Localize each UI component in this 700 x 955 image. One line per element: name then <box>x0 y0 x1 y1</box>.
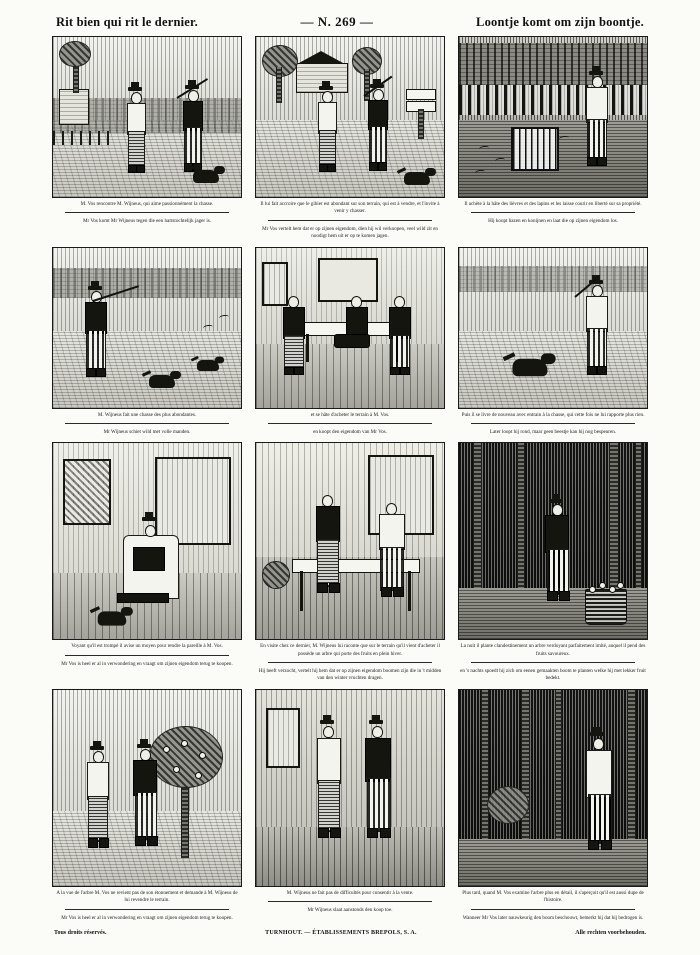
panel-3-illustration <box>458 36 648 198</box>
panel-7-caption-french: Voyant qu'il est trompé il avise un moyen pour rendre la pareille à M. Vos. <box>71 643 223 650</box>
panel-12-divider <box>471 909 634 910</box>
footer-rights-dutch: Alle rechten voorbehouden. <box>575 929 646 936</box>
panel-row-1 <box>52 36 648 241</box>
panel-10-divider <box>65 909 228 910</box>
panel-5-divider <box>268 423 431 424</box>
page-footer <box>0 928 700 936</box>
panel-4 <box>52 247 242 437</box>
panel-8-caption-dutch: Hij heeft verzocht, vertelt hij hem dat er op zijnen eigendom boomen zijn die in 't midden van den winter vruchten dragen. <box>258 668 442 682</box>
panel-6 <box>458 247 648 437</box>
panel-4-illustration <box>52 247 242 409</box>
panel-7-illustration <box>52 442 242 640</box>
panel-11-caption-dutch: Mr Wijneus slaat aanstonds den koop toe. <box>307 907 393 914</box>
panel-8 <box>255 442 445 683</box>
panel-9 <box>458 442 648 683</box>
panel-3-caption-dutch: Hij koopt hazen en konijnen en laat die op zijnen eigendom los. <box>488 218 618 225</box>
panel-2-illustration <box>255 36 445 198</box>
panel-row-3 <box>52 442 648 683</box>
panel-6-caption-dutch: Later loopt hij rond, maar geen beestje kan hij nog bespeuren. <box>489 428 617 435</box>
panel-grid <box>0 36 700 922</box>
panel-12-caption-french: Plus tard, quand M. Vos examine l'arbre plus en détail, il s'aperçoit qu'il est aussi dupe de l'histoire. <box>462 889 644 904</box>
panel-7-caption-dutch: Mr Vos is heel er al in verwondering en vraagt om zijnen eigendom terug te koopen. <box>61 660 233 667</box>
panel-3-divider <box>471 212 634 213</box>
panel-8-caption-french: En visite chez ce dernier, M. Wijneus lui raconte que sur le terrain qu'il vient d'acheter il possède un arbre qui porte des fruits en plein hiver. <box>260 643 440 657</box>
header-title-dutch: Loontje komt om zijn boontje. <box>476 15 644 29</box>
panel-9-caption-dutch: en 's nachts spoedt hij zich om eenen gemaakten boom te planten welke hij met lekker fruit bedekt. <box>460 668 646 682</box>
panel-9-caption-french: La nuit il plante clandestinement un arbre verdoyant parfaitement imité, auquel il pend des fruits savoureux. <box>460 643 646 657</box>
panel-9-illustration <box>458 442 648 640</box>
panel-1 <box>52 36 242 241</box>
panel-row-2 <box>52 247 648 437</box>
panel-4-caption-french: M. Wijneus fait une chasse des plus abondantes. <box>97 411 197 418</box>
panel-10-caption-dutch: Mr Vos is heel er al in verwondering en vraagt om zijnen eigendom terug te koopen. <box>61 914 233 921</box>
panel-12-illustration <box>458 689 648 887</box>
panel-12-caption-dutch: Wanneer Mr Vos later nauwkeurig den boom beschouwt, bemerkt hij dat hij bedrogen is. <box>462 914 644 921</box>
panel-1-caption-french: M. Vos rencontre M. Wijneus, qui aime passionnément la chasse. <box>80 201 214 207</box>
panel-10 <box>52 689 242 922</box>
panel-2-caption-french: Il lui fait accroire que le gibier est abondant sur son terrain, qui est à vendre, et l'invite à venir y chasser. <box>260 201 440 215</box>
panel-8-illustration <box>255 442 445 640</box>
panel-11-divider <box>268 901 431 902</box>
panel-3 <box>458 36 648 241</box>
panel-11-illustration <box>255 689 445 887</box>
panel-6-caption-french: Puis il se livre de nouveau avec entrain à la chasse, qui cette fois ne lui rapporte plus rien. <box>461 411 645 418</box>
panel-10-illustration <box>52 689 242 887</box>
panel-5-caption-french: et se hâte d'acheter le terrain à M. Vos. <box>310 411 390 418</box>
page-header <box>0 0 700 36</box>
panel-6-illustration <box>458 247 648 409</box>
panel-5-caption-dutch: en koopt den eigendom van Mr Vos. <box>313 428 387 435</box>
panel-1-caption-dutch: Mr Vos komt Mr Wijneus tegen die een hartstochtelijk jager is. <box>82 218 212 225</box>
panel-4-caption-dutch: Mr Wijneus schiet wild met volle manden. <box>103 428 191 435</box>
header-issue-number: — N. 269 — <box>300 14 374 29</box>
panel-7 <box>52 442 242 683</box>
panel-10-caption-french: A la vue de l'arbre M. Vos ne revient pas de son étonnement et demande à M. Wijneus de lui revendre le terrain. <box>56 889 238 904</box>
footer-publisher: TURNHOUT. — ÉTABLISSEMENTS BREPOLS, S. A. <box>265 929 417 936</box>
panel-12 <box>458 689 648 922</box>
panel-7-divider <box>65 655 228 656</box>
panel-9-divider <box>471 662 634 663</box>
panel-2-divider <box>268 220 431 221</box>
footer-rights-french: Tous droits réservés. <box>54 929 107 936</box>
panel-8-divider <box>268 662 431 663</box>
panel-6-divider <box>471 423 634 424</box>
panel-row-4 <box>52 689 648 922</box>
panel-11-caption-french: M. Wijneus ne fait pas de difficultés pour consentir à la vente. <box>286 889 414 896</box>
panel-2 <box>255 36 445 241</box>
panel-5 <box>255 247 445 437</box>
panel-4-divider <box>65 423 228 424</box>
header-title-french: Rit bien qui rit le dernier. <box>56 15 198 29</box>
panel-3-caption-french: Il achète à la hâte des lièvres et des lapins et les laisse courir en liberté sur sa propriété. <box>464 201 642 207</box>
panel-5-illustration <box>255 247 445 409</box>
panel-1-illustration <box>52 36 242 198</box>
panel-2-caption-dutch: Mr Vos vertelt hem dat er op zijnen eigendom, dien hij wil verkoopen, veel wild zit en noodigt hem uit er op te komen jagen. <box>262 225 438 240</box>
panel-1-divider <box>65 212 228 213</box>
panel-11 <box>255 689 445 922</box>
